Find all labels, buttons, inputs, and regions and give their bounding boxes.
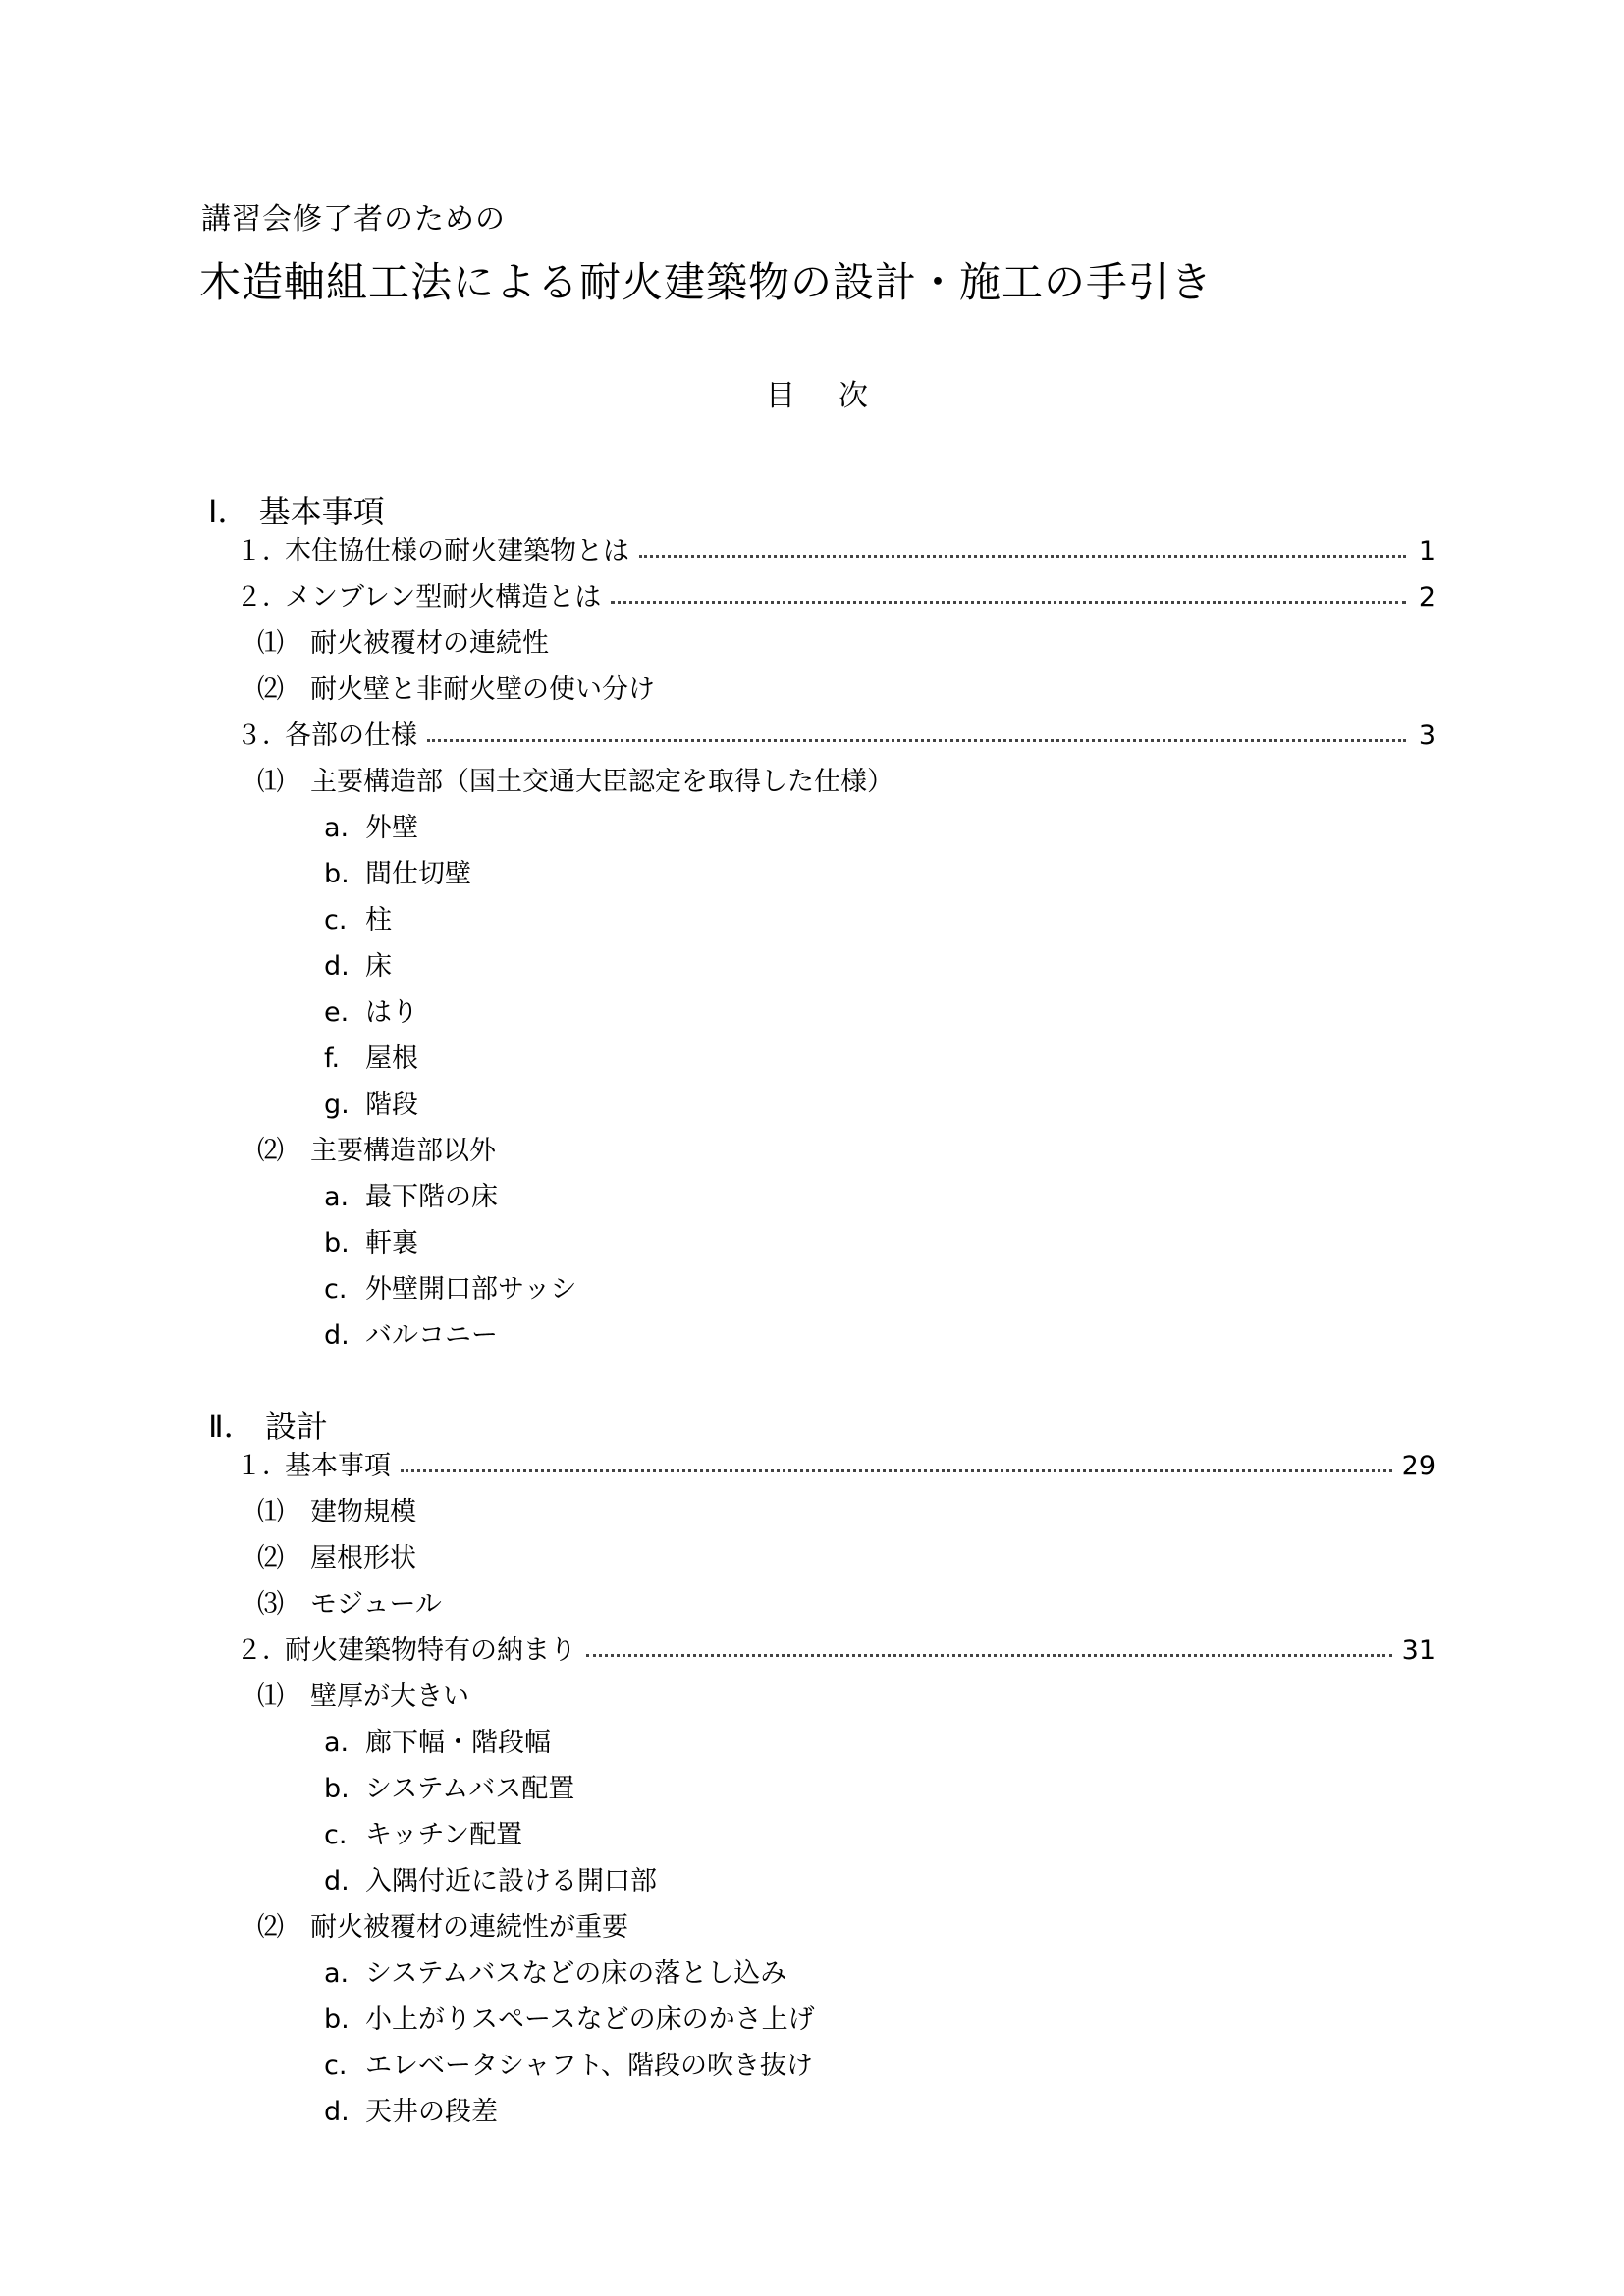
toc-entry-number: d. (324, 2097, 350, 2127)
toc-entry-label: 耐火壁と非耐火壁の使い分け (310, 674, 655, 705)
toc-subentry (257, 1132, 496, 1171)
toc-entry-number: ⑴ (257, 1497, 284, 1527)
toc-entry (236, 578, 1435, 617)
toc-subentry (324, 2001, 815, 2040)
section-title: Ⅰ． 基本事項 (208, 493, 385, 530)
toc-entry-number: ３． (236, 721, 289, 751)
toc-entry-label: 柱 (365, 905, 392, 935)
dot-leader (639, 555, 1406, 558)
toc-subentry (324, 1040, 418, 1079)
toc-subentry (324, 1724, 551, 1763)
toc-entry-number: c. (324, 1820, 348, 1850)
toc-entry-label: 入隅付近に設ける開口部 (365, 1866, 657, 1896)
toc-entry-number: a. (324, 1182, 350, 1212)
toc-entry-label: 建物規模 (310, 1497, 416, 1527)
toc-page-number: 29 (1401, 1451, 1435, 1481)
toc-entry-label: 基本事項 (285, 1451, 391, 1481)
toc-subentry (324, 1270, 576, 1309)
toc-subentry (257, 1585, 442, 1625)
toc-subentry (324, 2093, 498, 2132)
dot-leader (586, 1654, 1392, 1657)
toc-subentry (324, 1816, 522, 1855)
toc-entry-label: 壁厚が大きい (310, 1682, 469, 1712)
toc-entry-number: ⑵ (257, 1543, 284, 1574)
toc-entry-number: f. (324, 1043, 341, 1074)
toc-entry-number: ２． (236, 1635, 289, 1666)
toc-page-number: 31 (1401, 1635, 1435, 1666)
toc-entry-number: ⑵ (257, 1136, 284, 1166)
toc-entry-label: バルコニー (365, 1320, 498, 1351)
toc-entry-label: システムバスなどの床の落とし込み (365, 1958, 787, 1989)
toc-entry-number: a. (324, 813, 350, 843)
toc-entry-number: b. (324, 1774, 350, 1804)
toc-subentry (324, 901, 392, 940)
toc-entry-label: 階段 (365, 1090, 418, 1120)
document-title: 木造軸組工法による耐火建築物の設計・施工の手引き (199, 258, 1214, 306)
toc-entry-label: 外壁 (365, 813, 418, 843)
toc-entry-number: d. (324, 951, 350, 982)
toc-entry-label: 床 (365, 951, 392, 982)
toc-heading-char: 次 (839, 379, 868, 413)
toc-subentry (324, 1770, 574, 1809)
toc-entry-number: b. (324, 859, 350, 889)
toc-subentry (324, 1086, 418, 1125)
toc-subentry (324, 809, 418, 848)
toc-entry (236, 717, 1435, 756)
toc-entry-number: ⑵ (257, 674, 284, 705)
toc-entry-number: ⑶ (257, 1589, 284, 1620)
toc-entry (236, 1631, 1435, 1671)
toc-entry-number: b. (324, 2004, 350, 2035)
toc-entry-label: 外壁開口部サッシ (365, 1274, 577, 1305)
toc-subentry (324, 993, 418, 1033)
toc-entry-label: 各部の仕様 (285, 721, 417, 751)
toc-page-number: 2 (1418, 582, 1435, 613)
toc-entry-label: 最下階の床 (365, 1182, 498, 1212)
toc-entry-label: 主要構造部以外 (310, 1136, 496, 1166)
toc-entry-label: 廊下幅・階段幅 (365, 1728, 551, 1758)
toc-entry-number: e. (324, 997, 350, 1028)
toc-subentry (257, 1493, 416, 1532)
toc-heading (766, 371, 868, 414)
toc-entry-number: a. (324, 1728, 350, 1758)
toc-entry-label: 耐火建築物特有の納まり (285, 1635, 576, 1666)
toc-entry-number: c. (324, 905, 348, 935)
toc-entry-number: a. (324, 1958, 350, 1989)
toc-entry-number: ⑴ (257, 767, 284, 797)
toc-entry-label: キッチン配置 (365, 1820, 523, 1850)
toc-entry-label: 木住協仕様の耐火建築物とは (285, 536, 629, 566)
dot-leader (401, 1469, 1392, 1472)
toc-subentry (257, 1908, 628, 1948)
toc-entry-number: ２． (236, 582, 289, 613)
toc-entry-label: メンブレン型耐火構造とは (285, 582, 602, 613)
toc-entry-label: 軒裏 (365, 1228, 418, 1258)
toc-entry (236, 1447, 1435, 1486)
toc-subentry (257, 1678, 469, 1717)
toc-entry-label: 天井の段差 (365, 2097, 498, 2127)
toc-entry-number: ⑴ (257, 628, 284, 659)
toc-subentry (324, 1862, 657, 1901)
dot-leader (611, 601, 1406, 604)
toc-entry-label: 耐火被覆材の連続性 (310, 628, 549, 659)
toc-subentry (324, 2047, 813, 2086)
document-pre-title: 講習会修了者のための (201, 202, 506, 237)
toc-entry-label: はり (365, 997, 418, 1028)
toc-page-number: 3 (1418, 721, 1435, 751)
toc-entry-number: d. (324, 1866, 350, 1896)
toc-entry-number: g. (324, 1090, 350, 1120)
toc-entry-label: 屋根形状 (310, 1543, 416, 1574)
toc-subentry (257, 1539, 416, 1578)
toc-subentry (257, 624, 549, 664)
toc-subentry (324, 1224, 418, 1263)
toc-subentry (257, 763, 893, 802)
toc-entry-number: c. (324, 1274, 348, 1305)
toc-entry-number: １． (236, 536, 289, 566)
toc-entry (236, 532, 1435, 571)
toc-subentry (324, 947, 392, 987)
toc-heading-char: 目 (766, 379, 795, 413)
toc-subentry (324, 1316, 498, 1356)
toc-entry-number: d. (324, 1320, 350, 1351)
toc-entry-label: システムバス配置 (365, 1774, 575, 1804)
toc-entry-number: ⑴ (257, 1682, 284, 1712)
toc-entry-label: 屋根 (365, 1043, 418, 1074)
dot-leader (427, 739, 1406, 742)
toc-entry-label: 耐火被覆材の連続性が重要 (310, 1912, 628, 1943)
toc-entry-number: b. (324, 1228, 350, 1258)
toc-entry-label: 小上がりスペースなどの床のかさ上げ (365, 2004, 815, 2035)
section-title: Ⅱ． 設計 (208, 1408, 328, 1445)
toc-subentry (324, 1954, 786, 1994)
toc-entry-label: モジュール (310, 1589, 442, 1620)
toc-subentry (324, 1178, 498, 1217)
toc-subentry (257, 670, 655, 710)
toc-entry-label: 主要構造部（国土交通大臣認定を取得した仕様） (310, 767, 893, 797)
toc-entry-label: 間仕切壁 (365, 859, 471, 889)
toc-page-number: 1 (1418, 536, 1435, 566)
toc-subentry (324, 855, 471, 894)
toc-entry-number: c. (324, 2051, 348, 2081)
toc-entry-number: ⑵ (257, 1912, 284, 1943)
toc-entry-number: １． (236, 1451, 289, 1481)
toc-entry-label: エレベータシャフト、階段の吹き抜け (365, 2051, 814, 2081)
